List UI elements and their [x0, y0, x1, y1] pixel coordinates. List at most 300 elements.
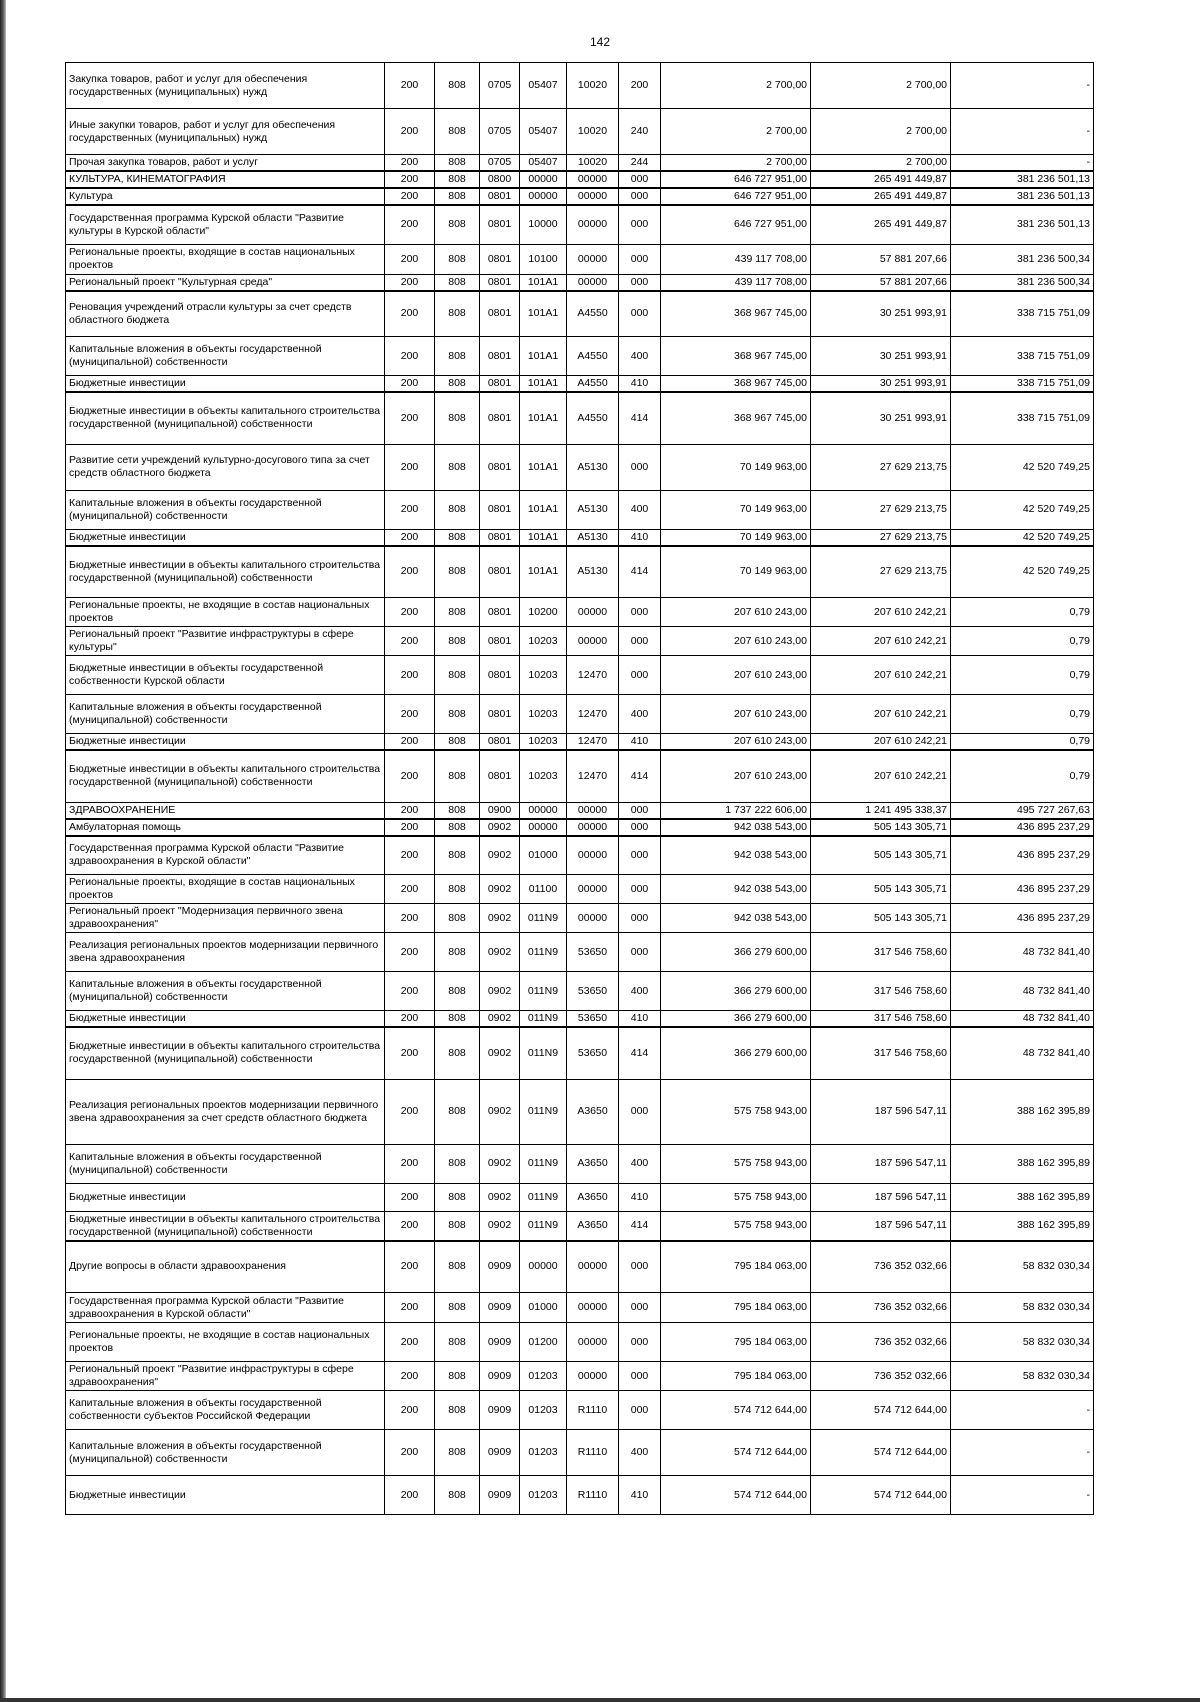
row-code-5: 00000	[567, 598, 619, 627]
row-code-4: 10203	[520, 656, 567, 695]
row-name: Региональный проект "Развитие инфраструктуры в сфере культуры"	[66, 627, 385, 656]
row-name: Развитие сети учреждений культурно-досугового типа за счет средств областного бюджета	[66, 444, 385, 490]
row-code-6: 000	[619, 933, 661, 972]
row-code-5: 00000	[567, 188, 619, 205]
row-code-1: 200	[385, 546, 435, 598]
table-row	[66, 656, 1094, 695]
table-row	[66, 546, 1094, 598]
row-amount-balance: 48 732 841,40	[951, 933, 1094, 972]
row-amount-balance: 436 895 237,29	[951, 836, 1094, 875]
row-code-5: A4550	[567, 376, 619, 393]
row-code-3: 0801	[480, 598, 520, 627]
row-code-6: 410	[619, 1183, 661, 1211]
row-code-2: 808	[435, 695, 480, 734]
row-code-2: 808	[435, 1362, 480, 1391]
row-code-3: 0801	[480, 376, 520, 393]
row-code-2: 808	[435, 802, 480, 819]
row-code-2: 808	[435, 1183, 480, 1211]
row-code-4: 10000	[520, 205, 567, 244]
row-code-6: 400	[619, 695, 661, 734]
row-amount-plan: 2 700,00	[661, 109, 811, 155]
row-code-2: 808	[435, 529, 480, 546]
row-code-6: 400	[619, 1144, 661, 1183]
table-row	[66, 1476, 1094, 1515]
row-code-4: 01203	[520, 1430, 567, 1476]
table-row	[66, 836, 1094, 875]
row-amount-plan: 795 184 063,00	[661, 1362, 811, 1391]
row-amount-balance: 0,79	[951, 627, 1094, 656]
row-code-5: A3650	[567, 1079, 619, 1144]
row-code-1: 200	[385, 109, 435, 155]
row-amount-actual: 505 143 305,71	[811, 875, 951, 904]
row-code-4: 011N9	[520, 933, 567, 972]
row-amount-actual: 27 629 213,75	[811, 490, 951, 529]
row-amount-actual: 2 700,00	[811, 63, 951, 109]
row-amount-balance: 388 162 395,89	[951, 1183, 1094, 1211]
row-code-1: 200	[385, 1183, 435, 1211]
row-code-6: 410	[619, 529, 661, 546]
table-row	[66, 802, 1094, 819]
row-code-6: 000	[619, 875, 661, 904]
row-code-1: 200	[385, 802, 435, 819]
row-code-4: 011N9	[520, 1144, 567, 1183]
row-code-4: 101A1	[520, 529, 567, 546]
row-code-6: 000	[619, 656, 661, 695]
row-amount-actual: 187 596 547,11	[811, 1144, 951, 1183]
row-code-4: 00000	[520, 188, 567, 205]
row-code-4: 10203	[520, 627, 567, 656]
row-code-5: A4550	[567, 337, 619, 376]
row-name: Региональный проект "Модернизация первичного звена здравоохранения"	[66, 904, 385, 933]
table-row	[66, 1293, 1094, 1323]
table-row	[66, 1079, 1094, 1144]
table-row	[66, 904, 1094, 933]
row-amount-balance: 381 236 501,13	[951, 205, 1094, 244]
row-code-2: 808	[435, 627, 480, 656]
row-code-1: 200	[385, 1362, 435, 1391]
row-amount-balance: 388 162 395,89	[951, 1079, 1094, 1144]
row-amount-balance: -	[951, 1476, 1094, 1515]
row-code-2: 808	[435, 188, 480, 205]
row-code-5: A5130	[567, 490, 619, 529]
row-amount-plan: 646 727 951,00	[661, 171, 811, 188]
row-code-4: 10203	[520, 695, 567, 734]
row-code-3: 0902	[480, 1011, 520, 1028]
row-code-4: 011N9	[520, 904, 567, 933]
row-code-4: 01200	[520, 1323, 567, 1362]
row-amount-plan: 942 038 543,00	[661, 836, 811, 875]
row-amount-plan: 1 737 222 606,00	[661, 802, 811, 819]
row-amount-plan: 368 967 745,00	[661, 376, 811, 393]
row-amount-plan: 942 038 543,00	[661, 875, 811, 904]
row-code-3: 0705	[480, 109, 520, 155]
row-code-4: 00000	[520, 1241, 567, 1293]
row-code-2: 808	[435, 155, 480, 172]
table-row	[66, 875, 1094, 904]
row-amount-balance: 0,79	[951, 695, 1094, 734]
row-name: Бюджетные инвестиции в объекты капитального строительства государственной (муниципальной) собственности	[66, 1027, 385, 1079]
row-name: Бюджетные инвестиции	[66, 376, 385, 393]
row-code-2: 808	[435, 836, 480, 875]
row-amount-actual: 736 352 032,66	[811, 1323, 951, 1362]
row-name: Иные закупки товаров, работ и услуг для обеспечения государственных (муниципальных) нужд	[66, 109, 385, 155]
row-code-4: 00000	[520, 171, 567, 188]
row-code-3: 0801	[480, 546, 520, 598]
row-amount-balance: 42 520 749,25	[951, 490, 1094, 529]
row-code-2: 808	[435, 656, 480, 695]
row-code-6: 000	[619, 188, 661, 205]
row-code-5: A5130	[567, 546, 619, 598]
row-code-4: 011N9	[520, 1027, 567, 1079]
row-amount-balance: 58 832 030,34	[951, 1362, 1094, 1391]
row-code-5: A4550	[567, 291, 619, 337]
row-code-2: 808	[435, 291, 480, 337]
table-row	[66, 205, 1094, 244]
table-row	[66, 392, 1094, 444]
row-amount-balance: 436 895 237,29	[951, 875, 1094, 904]
row-amount-plan: 207 610 243,00	[661, 627, 811, 656]
table-row	[66, 1430, 1094, 1476]
row-amount-plan: 207 610 243,00	[661, 598, 811, 627]
row-code-3: 0902	[480, 819, 520, 836]
row-code-3: 0801	[480, 188, 520, 205]
row-code-5: 00000	[567, 1362, 619, 1391]
row-code-5: 53650	[567, 933, 619, 972]
row-code-5: R1110	[567, 1430, 619, 1476]
row-name: КУЛЬТУРА, КИНЕМАТОГРАФИЯ	[66, 171, 385, 188]
row-code-1: 200	[385, 337, 435, 376]
row-amount-actual: 265 491 449,87	[811, 188, 951, 205]
row-amount-balance: -	[951, 63, 1094, 109]
row-name: Реновация учреждений отрасли культуры за счет средств областного бюджета	[66, 291, 385, 337]
row-amount-balance: 495 727 267,63	[951, 802, 1094, 819]
row-code-2: 808	[435, 109, 480, 155]
row-code-4: 011N9	[520, 1011, 567, 1028]
row-code-6: 200	[619, 63, 661, 109]
row-code-4: 05407	[520, 155, 567, 172]
row-code-2: 808	[435, 1241, 480, 1293]
row-amount-balance: 388 162 395,89	[951, 1211, 1094, 1241]
row-code-4: 101A1	[520, 376, 567, 393]
row-name: Бюджетные инвестиции в объекты капитального строительства государственной (муниципальной) собственности	[66, 392, 385, 444]
row-code-4: 01203	[520, 1362, 567, 1391]
row-amount-plan: 366 279 600,00	[661, 972, 811, 1011]
row-code-2: 808	[435, 904, 480, 933]
row-amount-plan: 207 610 243,00	[661, 734, 811, 751]
row-code-1: 200	[385, 171, 435, 188]
row-code-2: 808	[435, 875, 480, 904]
row-code-4: 05407	[520, 109, 567, 155]
row-amount-plan: 70 149 963,00	[661, 490, 811, 529]
row-code-4: 10200	[520, 598, 567, 627]
row-code-5: 00000	[567, 274, 619, 291]
row-code-6: 000	[619, 274, 661, 291]
row-name: Капитальные вложения в объекты государственной (муниципальной) собственности	[66, 1144, 385, 1183]
row-amount-actual: 2 700,00	[811, 109, 951, 155]
table-row	[66, 444, 1094, 490]
row-name: Бюджетные инвестиции в объекты капитального строительства государственной (муниципальной) собственности	[66, 750, 385, 802]
row-amount-plan: 575 758 943,00	[661, 1079, 811, 1144]
row-amount-plan: 574 712 644,00	[661, 1430, 811, 1476]
row-code-1: 200	[385, 376, 435, 393]
row-code-5: 12470	[567, 750, 619, 802]
table-row	[66, 337, 1094, 376]
row-name: Закупка товаров, работ и услуг для обеспечения государственных (муниципальных) нужд	[66, 63, 385, 109]
row-code-3: 0902	[480, 1211, 520, 1241]
row-code-4: 101A1	[520, 337, 567, 376]
row-code-1: 200	[385, 627, 435, 656]
row-code-4: 01000	[520, 836, 567, 875]
budget-table	[65, 62, 1094, 1515]
row-amount-balance: 58 832 030,34	[951, 1241, 1094, 1293]
row-amount-plan: 366 279 600,00	[661, 1027, 811, 1079]
row-code-1: 200	[385, 155, 435, 172]
row-code-1: 200	[385, 656, 435, 695]
table-row	[66, 734, 1094, 751]
row-name: Бюджетные инвестиции	[66, 1476, 385, 1515]
row-name: Амбулаторная помощь	[66, 819, 385, 836]
row-code-4: 10203	[520, 734, 567, 751]
row-code-6: 414	[619, 546, 661, 598]
row-name: Культура	[66, 188, 385, 205]
row-code-1: 200	[385, 598, 435, 627]
row-name: Региональные проекты, входящие в состав национальных проектов	[66, 244, 385, 274]
row-amount-balance: 381 236 501,13	[951, 188, 1094, 205]
row-amount-actual: 187 596 547,11	[811, 1079, 951, 1144]
row-code-5: 00000	[567, 875, 619, 904]
row-code-5: 10020	[567, 109, 619, 155]
row-amount-balance: 338 715 751,09	[951, 291, 1094, 337]
row-code-3: 0801	[480, 205, 520, 244]
row-code-3: 0801	[480, 274, 520, 291]
row-code-2: 808	[435, 171, 480, 188]
row-code-5: 12470	[567, 695, 619, 734]
row-code-2: 808	[435, 1323, 480, 1362]
row-code-3: 0902	[480, 836, 520, 875]
row-code-6: 414	[619, 1211, 661, 1241]
table-row	[66, 1011, 1094, 1028]
row-code-5: A3650	[567, 1211, 619, 1241]
row-code-3: 0900	[480, 802, 520, 819]
row-code-6: 000	[619, 1079, 661, 1144]
row-amount-balance: 42 520 749,25	[951, 444, 1094, 490]
row-code-6: 000	[619, 802, 661, 819]
row-amount-plan: 368 967 745,00	[661, 291, 811, 337]
scan-edge-left	[0, 0, 6, 1702]
row-code-3: 0909	[480, 1430, 520, 1476]
row-amount-plan: 795 184 063,00	[661, 1323, 811, 1362]
row-code-2: 808	[435, 1211, 480, 1241]
row-code-1: 200	[385, 734, 435, 751]
row-code-1: 200	[385, 1476, 435, 1515]
row-code-4: 00000	[520, 819, 567, 836]
row-name: Капитальные вложения в объекты государственной (муниципальной) собственности	[66, 695, 385, 734]
row-code-2: 808	[435, 546, 480, 598]
row-amount-balance: 58 832 030,34	[951, 1293, 1094, 1323]
row-code-4: 10100	[520, 244, 567, 274]
row-name: Бюджетные инвестиции	[66, 1011, 385, 1028]
row-code-5: 00000	[567, 205, 619, 244]
row-amount-plan: 439 117 708,00	[661, 244, 811, 274]
row-amount-actual: 574 712 644,00	[811, 1391, 951, 1430]
row-amount-actual: 574 712 644,00	[811, 1430, 951, 1476]
row-amount-balance: -	[951, 1391, 1094, 1430]
row-code-3: 0801	[480, 337, 520, 376]
row-amount-actual: 27 629 213,75	[811, 546, 951, 598]
table-row	[66, 1183, 1094, 1211]
row-amount-balance: 0,79	[951, 656, 1094, 695]
row-code-4: 011N9	[520, 1211, 567, 1241]
row-code-4: 101A1	[520, 444, 567, 490]
row-amount-plan: 70 149 963,00	[661, 529, 811, 546]
row-amount-actual: 30 251 993,91	[811, 291, 951, 337]
row-amount-actual: 27 629 213,75	[811, 444, 951, 490]
row-name: Государственная программа Курской области "Развитие здравоохранения в Курской области"	[66, 1293, 385, 1323]
row-code-4: 101A1	[520, 274, 567, 291]
row-code-6: 400	[619, 1430, 661, 1476]
row-amount-plan: 207 610 243,00	[661, 656, 811, 695]
row-code-6: 410	[619, 734, 661, 751]
row-code-5: 12470	[567, 734, 619, 751]
row-amount-plan: 942 038 543,00	[661, 819, 811, 836]
row-code-6: 414	[619, 392, 661, 444]
row-code-1: 200	[385, 1027, 435, 1079]
row-code-4: 011N9	[520, 1079, 567, 1144]
row-amount-actual: 187 596 547,11	[811, 1183, 951, 1211]
row-code-2: 808	[435, 274, 480, 291]
page-number: 142	[590, 35, 611, 49]
row-amount-actual: 30 251 993,91	[811, 392, 951, 444]
row-amount-plan: 2 700,00	[661, 63, 811, 109]
row-code-2: 808	[435, 392, 480, 444]
row-amount-balance: -	[951, 109, 1094, 155]
row-code-1: 200	[385, 1391, 435, 1430]
row-amount-plan: 646 727 951,00	[661, 188, 811, 205]
row-amount-actual: 736 352 032,66	[811, 1241, 951, 1293]
row-amount-balance: 381 236 500,34	[951, 274, 1094, 291]
row-code-5: R1110	[567, 1391, 619, 1430]
row-name: Прочая закупка товаров, работ и услуг	[66, 155, 385, 172]
row-amount-actual: 27 629 213,75	[811, 529, 951, 546]
row-amount-balance: 381 236 501,13	[951, 171, 1094, 188]
row-code-6: 000	[619, 1391, 661, 1430]
table-row	[66, 376, 1094, 393]
table-row	[66, 933, 1094, 972]
row-code-5: 00000	[567, 819, 619, 836]
row-amount-balance: 48 732 841,40	[951, 1011, 1094, 1028]
row-amount-actual: 57 881 207,66	[811, 274, 951, 291]
row-amount-plan: 207 610 243,00	[661, 695, 811, 734]
row-code-3: 0705	[480, 63, 520, 109]
row-amount-plan: 574 712 644,00	[661, 1391, 811, 1430]
row-code-5: 53650	[567, 972, 619, 1011]
row-code-2: 808	[435, 1476, 480, 1515]
table-row	[66, 695, 1094, 734]
row-code-1: 200	[385, 695, 435, 734]
row-amount-balance: 338 715 751,09	[951, 376, 1094, 393]
row-code-2: 808	[435, 490, 480, 529]
row-code-2: 808	[435, 205, 480, 244]
row-code-4: 01100	[520, 875, 567, 904]
table-row	[66, 598, 1094, 627]
row-code-2: 808	[435, 933, 480, 972]
row-code-1: 200	[385, 444, 435, 490]
row-code-2: 808	[435, 444, 480, 490]
row-amount-plan: 575 758 943,00	[661, 1211, 811, 1241]
row-code-3: 0909	[480, 1323, 520, 1362]
table-row	[66, 109, 1094, 155]
row-code-3: 0902	[480, 904, 520, 933]
row-name: Капитальные вложения в объекты государственной (муниципальной) собственности	[66, 1430, 385, 1476]
table-row	[66, 529, 1094, 546]
row-amount-balance: 48 732 841,40	[951, 972, 1094, 1011]
row-code-3: 0800	[480, 171, 520, 188]
row-code-5: A4550	[567, 392, 619, 444]
scan-edge-bottom	[0, 1698, 1200, 1702]
row-amount-plan: 795 184 063,00	[661, 1241, 811, 1293]
row-amount-actual: 317 546 758,60	[811, 972, 951, 1011]
row-amount-actual: 736 352 032,66	[811, 1293, 951, 1323]
row-amount-balance: 48 732 841,40	[951, 1027, 1094, 1079]
row-name: Капитальные вложения в объекты государственной собственности субъектов Российской Федерации	[66, 1391, 385, 1430]
row-code-2: 808	[435, 1430, 480, 1476]
row-code-3: 0902	[480, 1027, 520, 1079]
table-row	[66, 1027, 1094, 1079]
row-amount-actual: 207 610 242,21	[811, 656, 951, 695]
row-code-3: 0801	[480, 291, 520, 337]
row-amount-balance: 338 715 751,09	[951, 337, 1094, 376]
table-row	[66, 972, 1094, 1011]
row-amount-plan: 2 700,00	[661, 155, 811, 172]
row-code-6: 000	[619, 598, 661, 627]
row-code-2: 808	[435, 376, 480, 393]
row-code-1: 200	[385, 392, 435, 444]
row-code-4: 101A1	[520, 291, 567, 337]
row-amount-balance: 381 236 500,34	[951, 244, 1094, 274]
row-code-2: 808	[435, 1391, 480, 1430]
row-name: Другие вопросы в области здравоохранения	[66, 1241, 385, 1293]
row-code-6: 400	[619, 337, 661, 376]
row-code-6: 400	[619, 490, 661, 529]
row-amount-actual: 207 610 242,21	[811, 750, 951, 802]
table-row	[66, 188, 1094, 205]
row-amount-actual: 574 712 644,00	[811, 1476, 951, 1515]
row-code-5: A5130	[567, 444, 619, 490]
row-name: Региональный проект "Развитие инфраструктуры в сфере здравоохранения"	[66, 1362, 385, 1391]
table-row	[66, 244, 1094, 274]
row-name: Государственная программа Курской области "Развитие культуры в Курской области"	[66, 205, 385, 244]
row-code-3: 0909	[480, 1362, 520, 1391]
row-amount-plan: 366 279 600,00	[661, 933, 811, 972]
row-code-4: 011N9	[520, 972, 567, 1011]
row-code-3: 0801	[480, 490, 520, 529]
table-row	[66, 1323, 1094, 1362]
row-code-3: 0801	[480, 656, 520, 695]
row-amount-plan: 575 758 943,00	[661, 1183, 811, 1211]
row-name: Бюджетные инвестиции	[66, 1183, 385, 1211]
row-code-2: 808	[435, 337, 480, 376]
row-code-6: 410	[619, 1011, 661, 1028]
row-code-1: 200	[385, 836, 435, 875]
row-code-5: 00000	[567, 904, 619, 933]
row-amount-plan: 366 279 600,00	[661, 1011, 811, 1028]
row-amount-plan: 575 758 943,00	[661, 1144, 811, 1183]
row-code-6: 000	[619, 244, 661, 274]
row-code-4: 011N9	[520, 1183, 567, 1211]
row-code-6: 000	[619, 171, 661, 188]
row-code-1: 200	[385, 274, 435, 291]
row-code-1: 200	[385, 1211, 435, 1241]
